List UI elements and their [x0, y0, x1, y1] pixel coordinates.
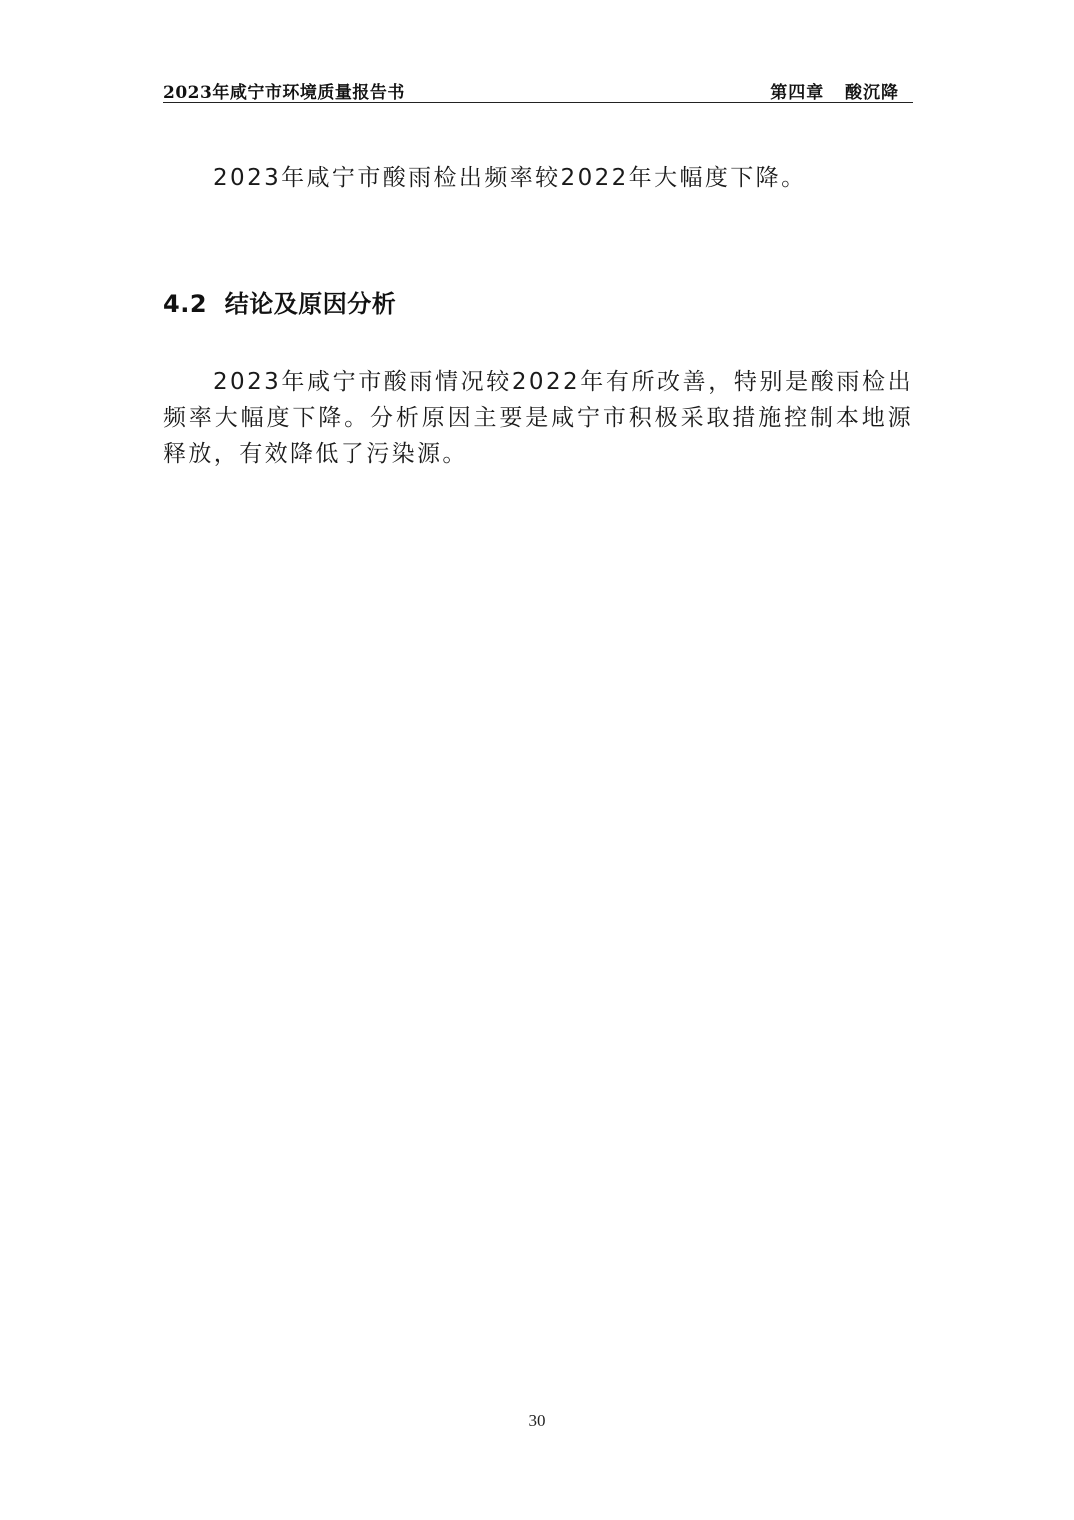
header-chapter-title: 第四章 酸沉降: [770, 83, 899, 103]
body-paragraph-conclusion: 2023年咸宁市酸雨情况较2022年有所改善，特别是酸雨检出频率大幅度下降。分析原因主要是咸宁市积极采取措施控制本地源释放，有效降低了污染源。: [163, 369, 913, 467]
page-number: 30: [528, 1411, 546, 1430]
header-report-title: 2023年咸宁市环境质量报告书: [163, 83, 405, 103]
section-heading: 4.2 结论及原因分析: [163, 290, 397, 318]
body-paragraph-acid-rain-frequency: 2023年咸宁市酸雨检出频率较2022年大幅度下降。: [213, 165, 807, 191]
running-header: [163, 76, 913, 103]
